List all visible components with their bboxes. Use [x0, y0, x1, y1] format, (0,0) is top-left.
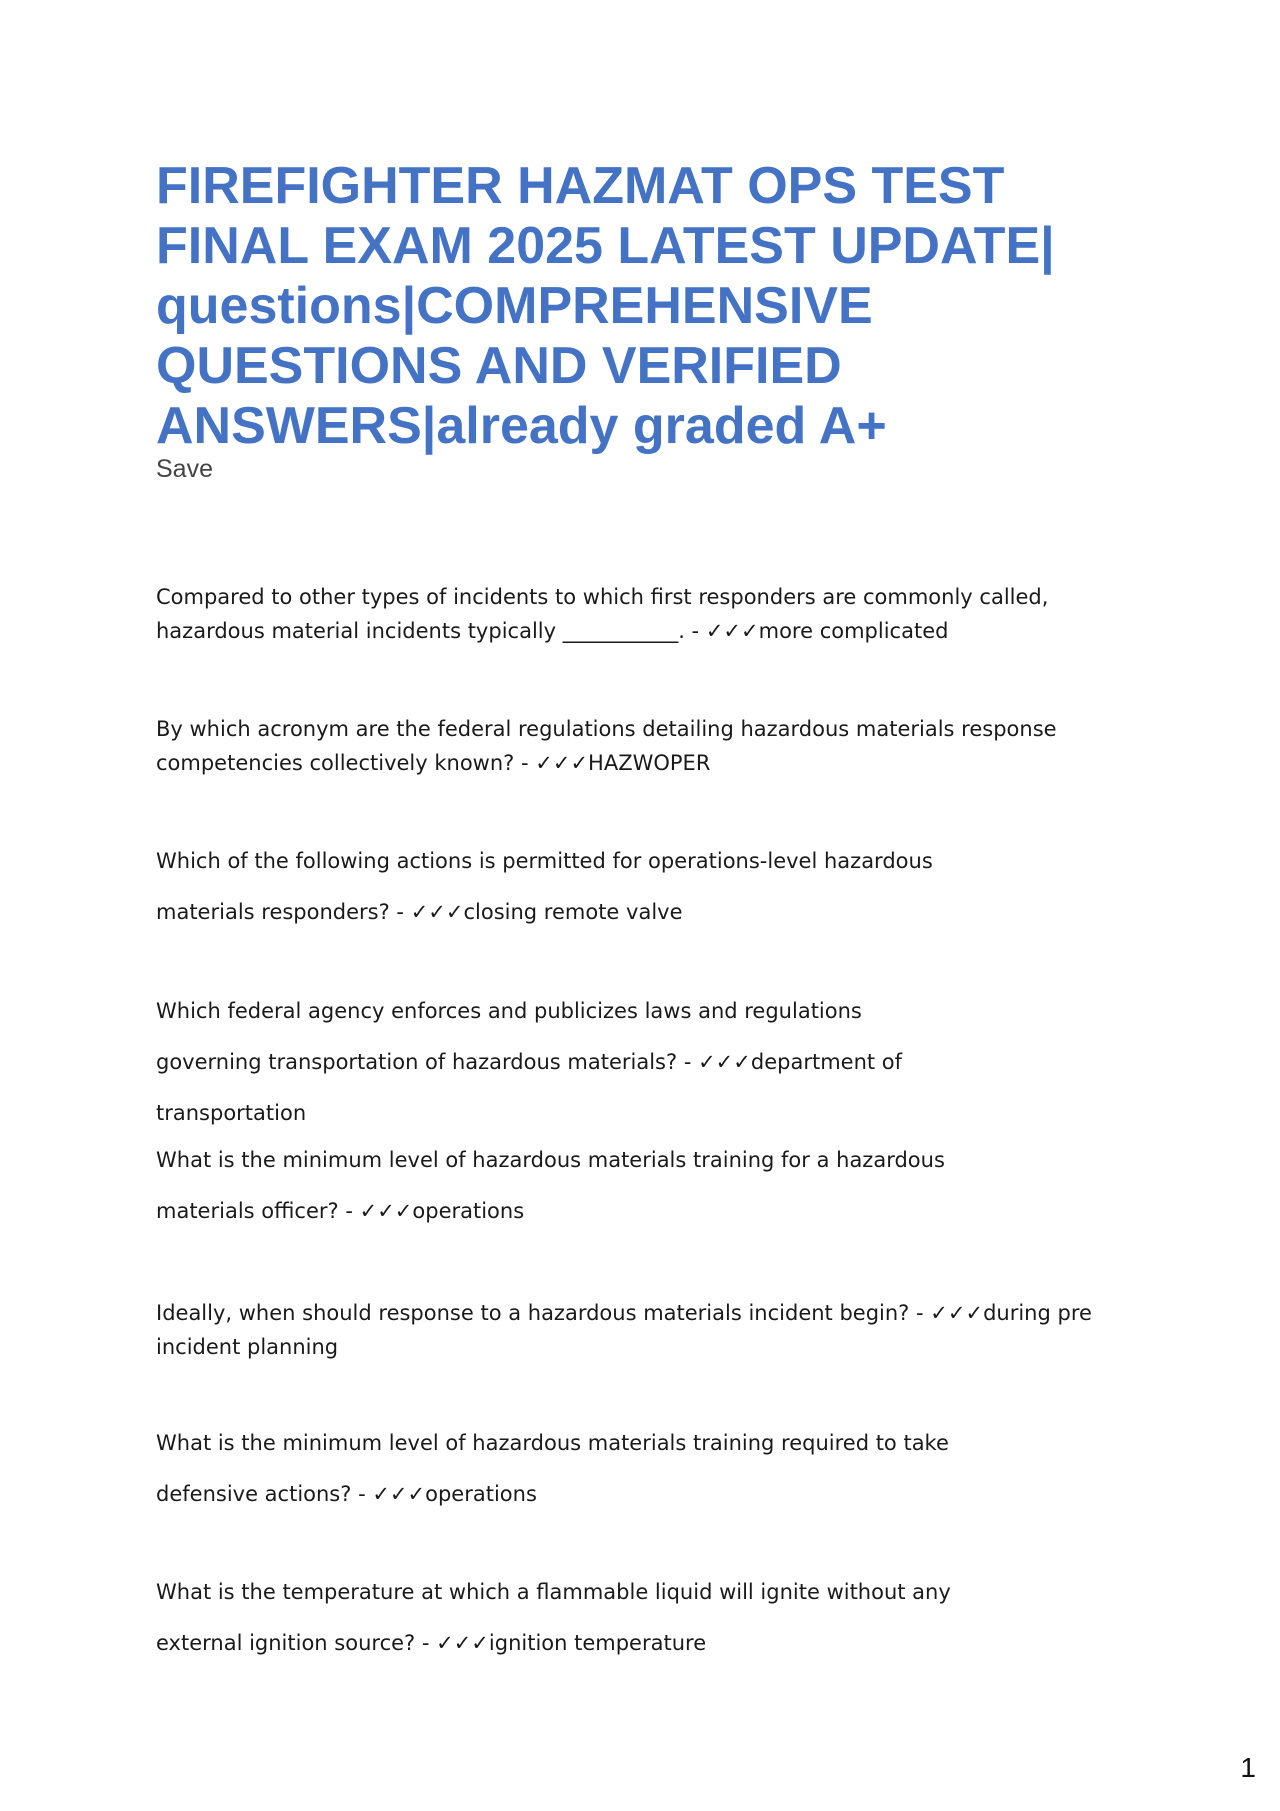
qa-item-5 — [156, 1135, 996, 1237]
save-label[interactable]: Save — [156, 455, 213, 483]
qa-item-8 — [156, 1567, 1016, 1669]
question-text: What is the minimum level of hazardous materials training for a hazardous materials officer? - — [156, 1148, 945, 1223]
checkmarks-icon: ✓✓✓ — [372, 1482, 426, 1506]
answer-text: closing remote valve — [463, 900, 683, 924]
answer-text: department of transportation — [156, 1050, 903, 1125]
qa-item-3 — [156, 836, 996, 938]
page-number: 1 — [1240, 1752, 1256, 1783]
answer-text: more complicated — [758, 619, 949, 643]
answer-text: HAZWOPER — [588, 751, 711, 775]
question-text: What is the temperature at which a flammable liquid will ignite without any external ignition source? - — [156, 1580, 951, 1655]
document-title: FIREFIGHTER HAZMAT OPS TEST FINAL EXAM 2025 LATEST UPDATE| questions|COMPREHENSIVE QUESTIONS AND VERIFIED ANSWERS|already graded A+ — [156, 157, 1055, 455]
checkmarks-icon: ✓✓✓ — [930, 1301, 984, 1325]
checkmarks-icon: ✓✓✓ — [410, 900, 464, 924]
checkmarks-icon: ✓✓✓ — [698, 1050, 751, 1074]
checkmarks-icon: ✓✓✓ — [705, 619, 759, 643]
question-text: Which federal agency enforces and publicizes laws and regulations governing transportation of hazardous materials? - — [156, 999, 862, 1074]
qa-item-4 — [156, 986, 956, 1139]
checkmarks-icon: ✓✓✓ — [359, 1199, 413, 1223]
checkmarks-icon: ✓✓✓ — [535, 751, 589, 775]
question-text: By which acronym are the federal regulations detailing hazardous materials response competencies collectively known? - — [156, 717, 1057, 775]
question-text: Ideally, when should response to a hazardous materials incident begin? - — [156, 1301, 931, 1325]
checkmarks-icon: ✓✓✓ — [436, 1631, 489, 1655]
answer-text: operations — [412, 1199, 525, 1223]
answer-text: during pre incident planning — [156, 1301, 1092, 1359]
qa-item-7 — [156, 1418, 1016, 1520]
question-text: Which of the following actions is permitted for operations-level hazardous materials responders? - — [156, 849, 933, 924]
question-text: What is the minimum level of hazardous materials training required to take defensive actions? - — [156, 1431, 949, 1506]
answer-text: operations — [425, 1482, 537, 1506]
qa-item-1 — [156, 580, 1136, 648]
answer-text: ignition temperature — [488, 1631, 707, 1655]
question-text: Compared to other types of incidents to which first responders are commonly called, hazardous material incidents typically ___________. - — [156, 585, 1049, 643]
qa-item-2 — [156, 712, 1136, 780]
qa-item-6 — [156, 1296, 1136, 1364]
